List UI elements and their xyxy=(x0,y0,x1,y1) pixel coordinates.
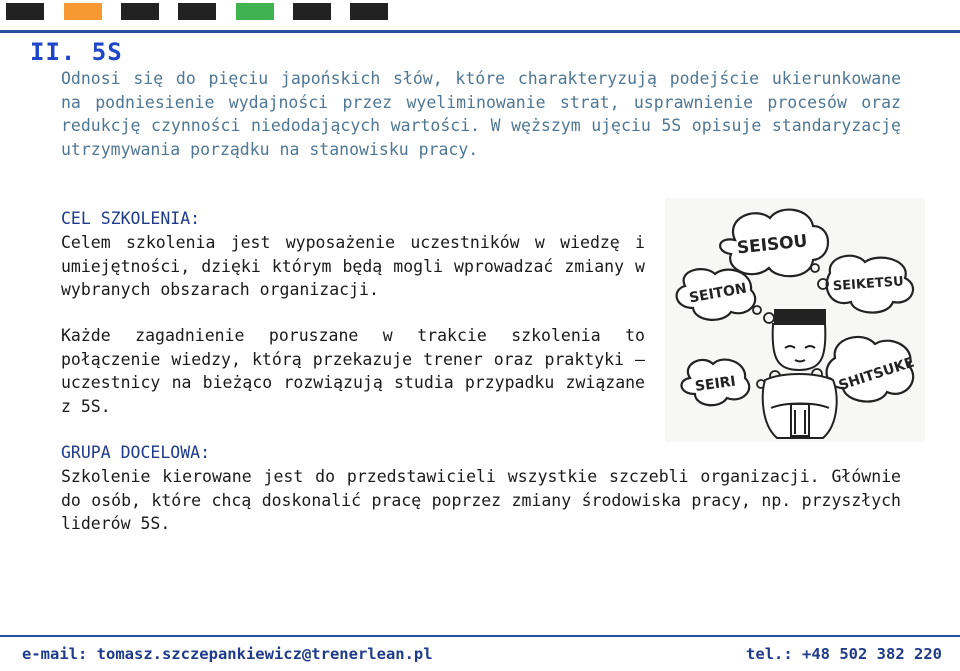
seisou-label: SEISOU xyxy=(736,231,809,259)
top-square-2 xyxy=(64,3,102,20)
top-square-3 xyxy=(121,3,159,20)
section-title: II. 5S xyxy=(30,38,123,66)
training-goal-paragraph-2: Każde zagadnienie poruszane w trakcie szkolenia to połączenie wiedzy, którą przekazuje trener oraz praktyki – uczestnicy na bieżąco rozwiązują studia przypadku związane z 5S. xyxy=(61,326,645,416)
footer-email[interactable]: e-mail: tomasz.szczepankiewicz@trenerlean.pl xyxy=(22,645,433,663)
top-square-7 xyxy=(350,3,388,20)
top-square-1 xyxy=(6,3,44,20)
seiketsu-label: SEIKETSU xyxy=(832,274,905,295)
footer-divider xyxy=(0,635,960,637)
footer-phone[interactable]: tel.: +48 502 382 220 xyxy=(746,645,942,663)
5s-illustration xyxy=(665,198,925,442)
top-square-5 xyxy=(236,3,274,20)
shitsuke-label: SHITSUKE xyxy=(836,354,917,395)
top-divider xyxy=(0,30,960,33)
training-goal-paragraph: Celem szkolenia jest wyposażenie uczestników w wiedzę i umiejętności, dzięki którym będą mogli wprowadzać zmiany w wybranych obszarach organizacji. xyxy=(61,233,645,299)
target-group-paragraph: Szkolenie kierowane jest do przedstawicieli wszystkie szczebli organizacji. Głównie do osób, które chcą doskonalić pracę poprzez zmiany środowiska pracy, np. przyszłych liderów 5S. xyxy=(61,467,901,533)
intro-paragraph: Odnosi się do pięciu japońskich słów, które charakteryzują podejście ukierunkowane na podniesienie wydajności przez wyeliminowanie strat, usprawnienie procesów oraz redukcję czynności niedodających wartości. W węższym ujęciu 5S opisuje standaryzację utrzymywania porządku na stanowisku pracy. xyxy=(61,69,901,159)
seiton-label: SEITON xyxy=(688,280,748,307)
top-color-bar xyxy=(0,0,960,24)
training-goal-heading: CEL SZKOLENIA: xyxy=(61,209,201,228)
target-group-heading: GRUPA DOCELOWA: xyxy=(61,443,211,462)
top-square-4 xyxy=(178,3,216,20)
top-square-6 xyxy=(293,3,331,20)
seiri-label: SEIRI xyxy=(694,373,737,395)
